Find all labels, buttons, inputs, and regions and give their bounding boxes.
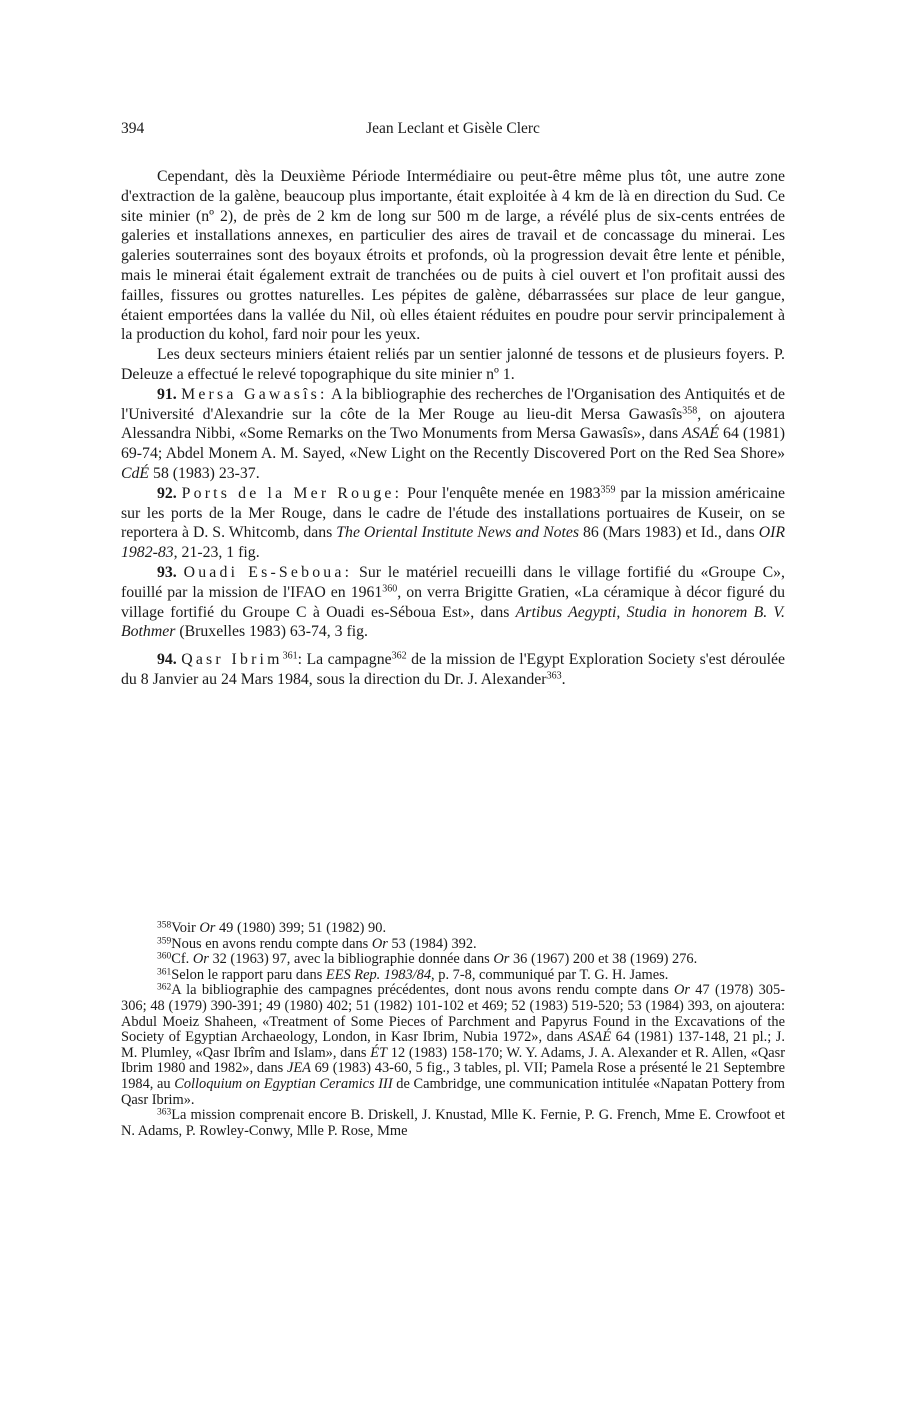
running-title: Jean Leclant et Gisèle Clerc xyxy=(366,120,540,137)
main-text xyxy=(121,167,785,690)
footnote-ref: 359 xyxy=(600,484,616,496)
footnote-number: 358 xyxy=(157,920,172,931)
footnote-ref: 358 xyxy=(682,405,698,417)
section-title: Ouadi Es-Seboua: xyxy=(183,563,353,581)
footnote-number: 361 xyxy=(157,967,172,978)
footnote-358: $^{358}$Voir Or 49 (1980) 399; 51 (1982) 90. xyxy=(157,920,387,936)
footnote-363: $^{363}$La mission comprenait encore B. Driskell, J. Knustad, Mlle K. Fernie, P. G. French, Mme E. Crowfoot et N. Adams, P. Rowley-Conwy, Mlle P. Rose, Mme xyxy=(121,1107,785,1139)
page-number: 394 xyxy=(121,120,145,137)
section-title: Qasr Ibrim xyxy=(181,651,283,669)
running-head xyxy=(121,120,785,142)
footnote-number: 359 xyxy=(157,935,172,946)
footnote-361: $^{361}$Selon le rapport paru dans EES Rep. 1983/84, p. 7-8, communiqué par T. G. H. James. xyxy=(157,966,669,983)
section-94: 94. Qasr Ibrim$^{361}$: La campagne$^{362}$ de la mission de l'Egypt Exploration Society s'est déroulée du 8 Janvier au 24 Mars 1984, sous la direction du Dr. J. Alexander$^{363}$. xyxy=(121,650,786,688)
section-number: 91. xyxy=(157,385,177,403)
paragraph-mining-sectors: Les deux secteurs miniers étaient reliés par un sentier jalonné de tessons et de plusieurs foyers. P. Deleuze a effectué le relevé topographique du site minier nº 1. xyxy=(121,346,785,383)
footnote-number: 362 xyxy=(157,982,172,993)
footnote-ref: 361 xyxy=(282,650,298,662)
section-91: 91. Mersa Gawasîs: A la bibliographie des recherches de l'Organisation des Antiquités et de l'Université d'Alexandrie sur la côte de la Mer Rouge au lieu-dit Mersa Gawasîs$^{358}$, on ajoutera Alessandra Nibbi, «Some Remarks on the Two Monuments from Mersa Gawasîs», dans ASAÉ 64 (1981) 69-74; Abdel Monem A. M. Sayed, «New Light on the Recently Discovered Port on the Red Sea Shore» CdÉ 58 (1983) 23-37. xyxy=(121,385,786,482)
footnote-ref: 360 xyxy=(382,583,398,595)
section-title: Ports de la Mer Rouge: xyxy=(181,484,403,502)
section-number: 94. xyxy=(157,651,177,669)
section-92: 92. Ports de la Mer Rouge: Pour l'enquête menée en 1983$^{359}$ par la mission américaine sur les ports de la Mer Rouge, dans le cadre de l'étude des installations portuaires de Kuseir, on se reportera à D. S. Whitcomb, dans The Oriental Institute News and Notes 86 (Mars 1983) et Id., dans OIR 1982-83, 21-23, 1 fig. xyxy=(121,484,786,562)
footnote-number: 363 xyxy=(157,1107,172,1118)
footnote-number: 360 xyxy=(157,951,172,962)
footnotes xyxy=(121,921,785,1139)
section-title: Mersa Gawasîs: xyxy=(181,385,328,403)
footnote-359: $^{359}$Nous en avons rendu compte dans Or 53 (1984) 392. xyxy=(157,935,477,952)
footnote-360: $^{360}$Cf. Or 32 (1963) 97, avec la bibliographie donnée dans Or 36 (1967) 200 et 38 (1969) 276. xyxy=(157,951,698,968)
section-93: 93. Ouadi Es-Seboua: Sur le matériel recueilli dans le village fortifié du «Groupe C», fouillé par la mission de l'IFAO en 1961$^{360}$, on verra Brigitte Gratien, «La céramique à décor figuré du village fortifié du Groupe C à Ouadi es-Séboua Est», dans Artibus Aegypti, Studia in honorem B. V. Bothmer (Bruxelles 1983) 63-74, 3 fig. xyxy=(121,563,785,641)
footnote-ref: 363 xyxy=(546,670,562,682)
section-number: 93. xyxy=(157,563,177,581)
section-number: 92. xyxy=(157,484,177,502)
footnote-ref: 362 xyxy=(391,650,407,662)
paragraph-galena-mining: Cependant, dès la Deuxième Période Intermédiaire ou peut-être même plus tôt, une autre zone d'extraction de la galène, beaucoup plus importante, était exploitée à 4 km de là en direction du Sud. Ce site minier (nº 2), de près de 2 km de long sur 500 m de large, a révélé plus de six-cents entrées de galeries et installations annexes, en particulier des aires de travail et de concassage du minerai. Les galeries souterraines sont des boyaux étroits et profonds, où la progression devait être lente et pénible, mais le minerai était également extrait de tranchées ou de puits à ciel ouvert et l'on profitait aussi des failles, fissures ou grottes naturelles. Les pépites de galène, débarrassées sur place de leur gangue, étaient emportées dans la vallée du Nil, où elles étaient réduites en poudre pour servir principalement à la production du kohol, fard noir pour les yeux. xyxy=(121,168,785,344)
footnote-362: $^{362}$A la bibliographie des campagnes précédentes, dont nous avons rendu compte dans Or 47 (1978) 305-306; 48 (1979) 390-391; 49 (1980) 402; 51 (1982) 101-102 et 469; 52 (1983) 519-520; 53 (1984) 393, on ajoutera: Abdul Moeiz Shaheen, «Treatment of Some Pieces of Parchment and Papyrus Found in the Excavations of the Society of Egyptian Archaeology, London, in Kasr Ibrim, Nubia 1972», dans ASAÉ 64 (1981) 137-148, 21 pl.; J. M. Plumley, «Qasr Ibrîm and Islam», dans ÉT 12 (1983) 158-170; W. Y. Adams, J. A. Alexander et R. Allen, «Qasr Ibrim 1980 and 1982», dans JEA 69 (1983) 43-60, 5 fig., 3 tables, pl. VII; Pamela Rose a présenté le 21 Septembre 1984, au Colloquium on Egyptian Ceramics III de Cambridge, une communication intitulée «Napatan Pottery from Qasr Ibrim». xyxy=(121,982,785,1108)
